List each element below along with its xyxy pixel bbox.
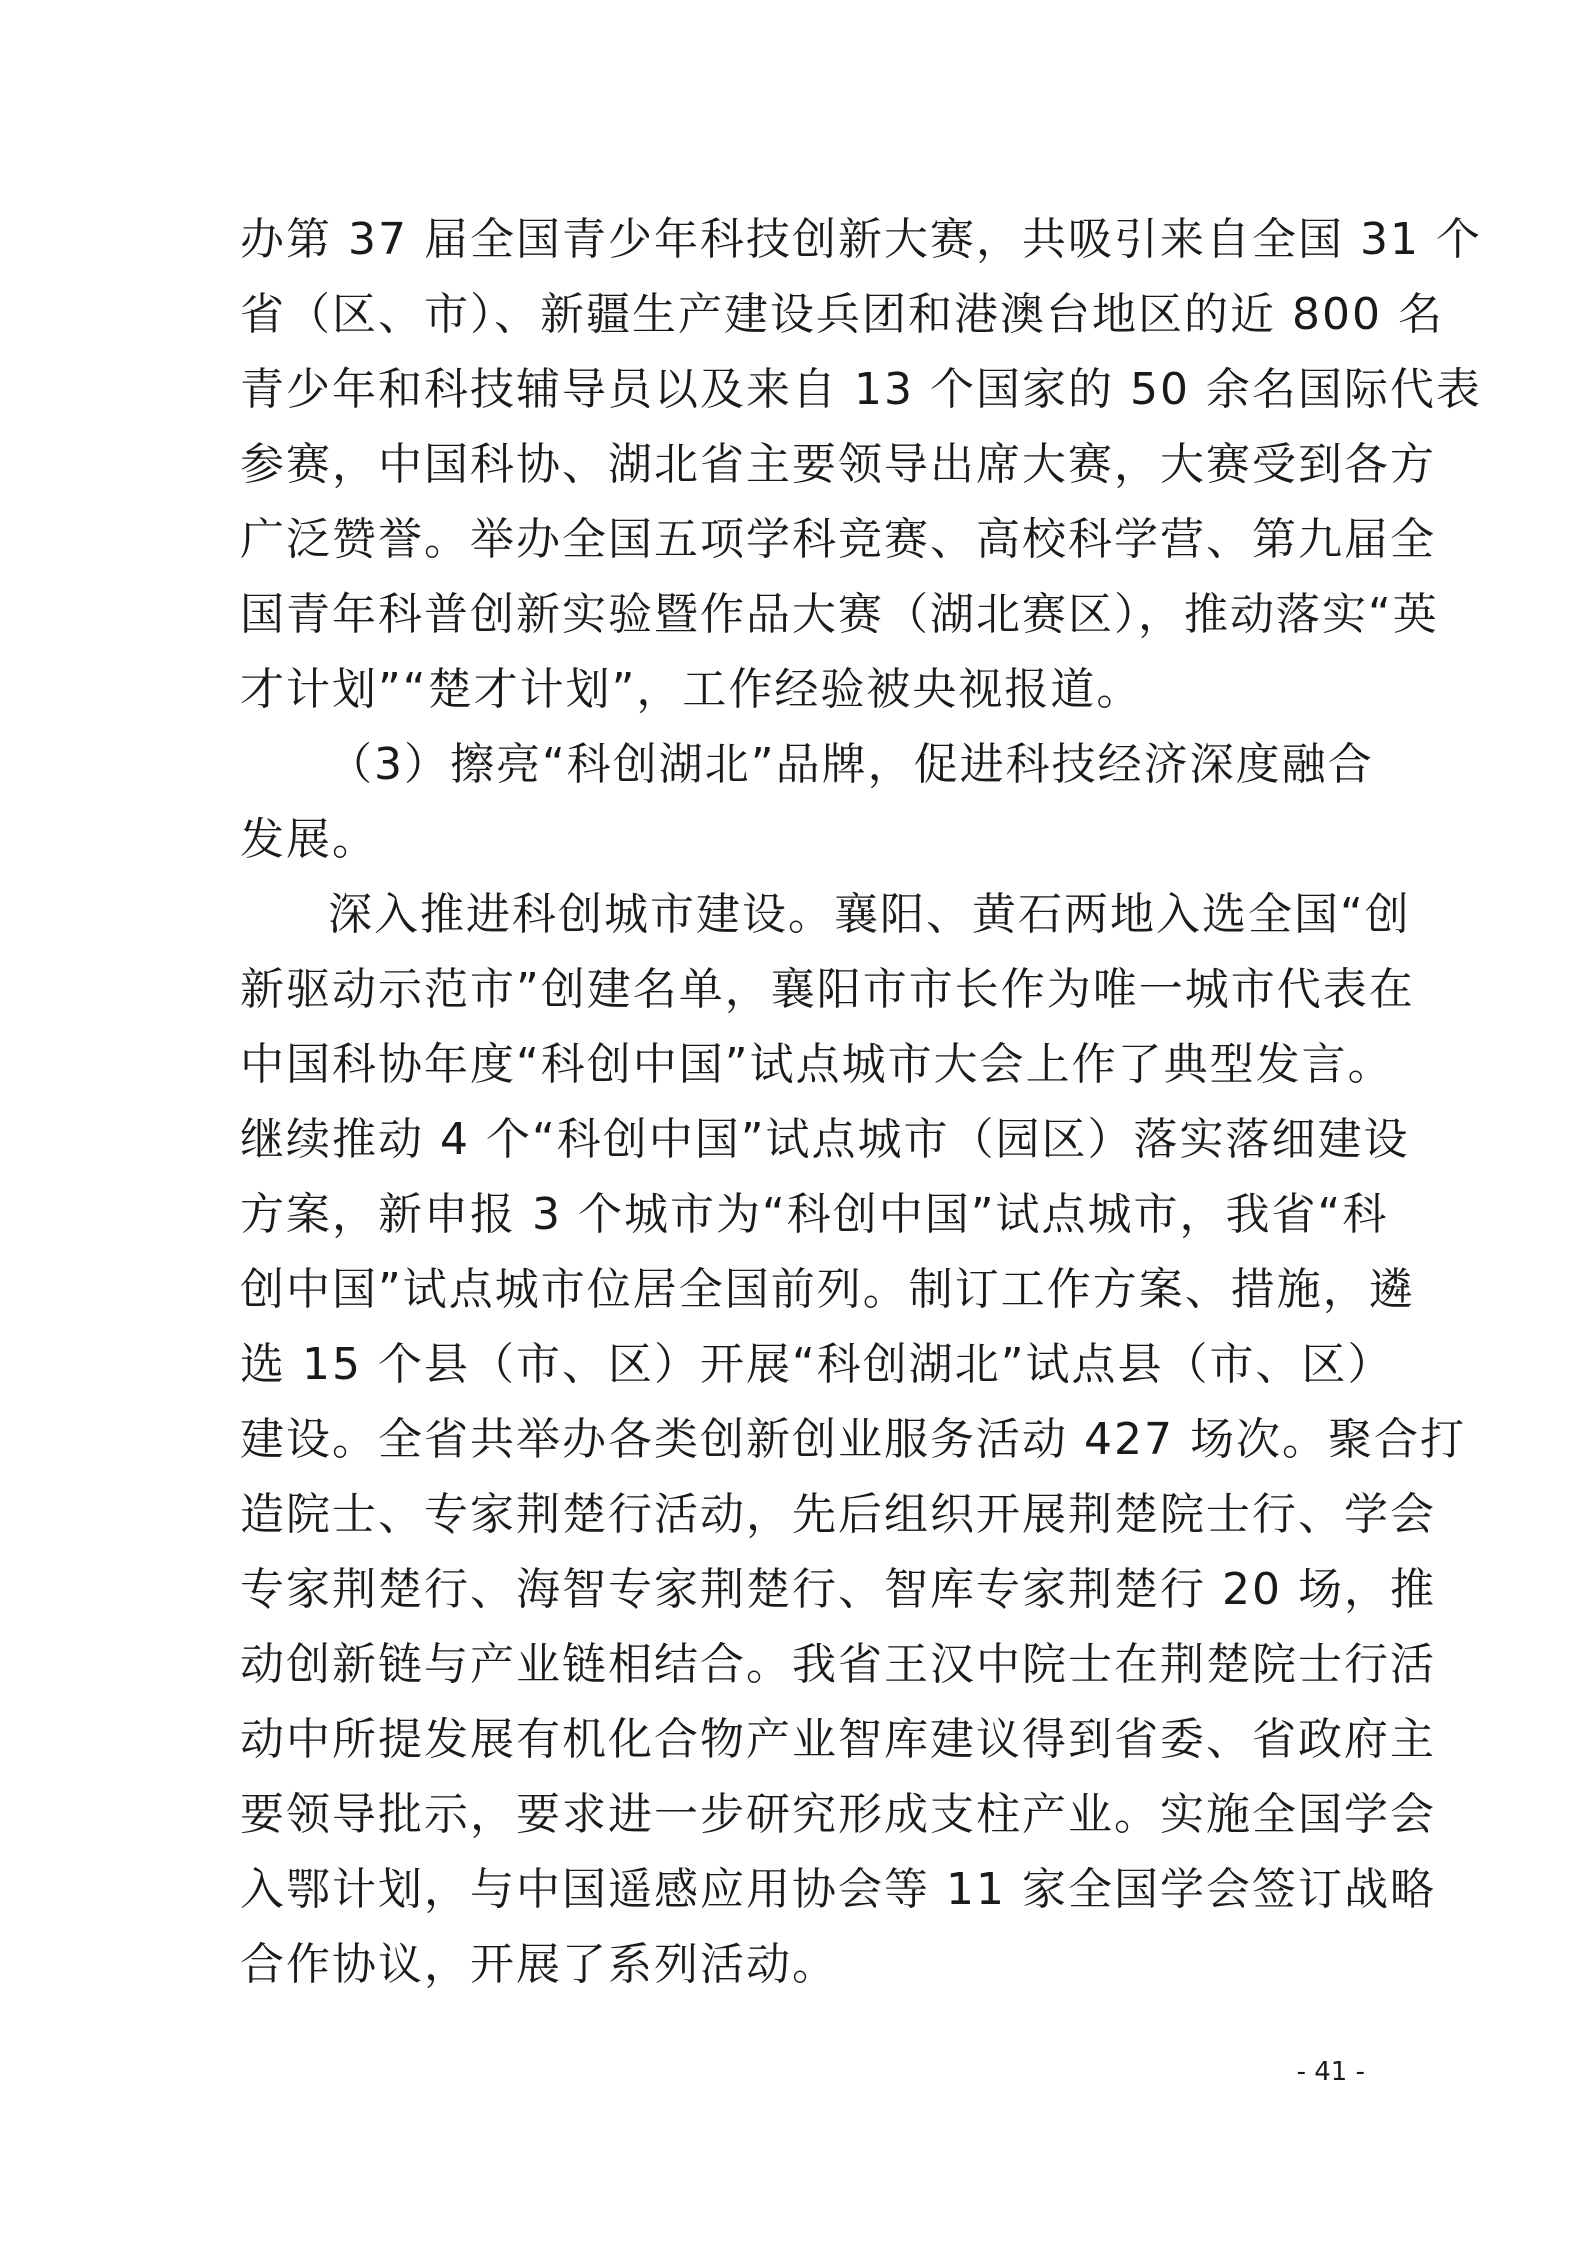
section-heading-line-1: （3）擦亮“科创湖北”品牌，促进科技经济深度融合 (328, 739, 1374, 790)
paragraph-line-1: 办第 37 届全国青少年科技创新大赛，共吸引来自全国 31 个 (240, 214, 1482, 265)
paragraph-line-2: 省（区、市）、新疆生产建设兵团和港澳台地区的近 800 名 (240, 289, 1444, 340)
paragraph-line-16: 选 15 个县（市、区）开展“科创湖北”试点县（市、区） (240, 1339, 1394, 1390)
page-number: - 41 - (1296, 2057, 1365, 2087)
paragraph-line-23: 入鄂计划，与中国遥感应用协会等 11 家全国学会签订战略 (240, 1864, 1436, 1915)
paragraph-line-12: 中国科协年度“科创中国”试点城市大会上作了典型发言。 (240, 1039, 1394, 1090)
paragraph-line-13: 继续推动 4 个“科创中国”试点城市（园区）落实落细建设 (240, 1114, 1410, 1165)
paragraph-line-6: 国青年科普创新实验暨作品大赛（湖北赛区），推动落实“英 (240, 589, 1439, 640)
paragraph-line-14: 方案，新申报 3 个城市为“科创中国”试点城市，我省“科 (240, 1189, 1389, 1240)
paragraph-line-7: 才计划”“楚才计划”，工作经验被央视报道。 (240, 664, 1143, 715)
paragraph-line-24: 合作协议，开展了系列活动。 (240, 1939, 838, 1990)
paragraph-line-5: 广泛赞誉。举办全国五项学科竞赛、高校科学营、第九届全 (240, 514, 1436, 565)
paragraph-line-22: 要领导批示，要求进一步研究形成支柱产业。实施全国学会 (240, 1789, 1436, 1840)
paragraph-line-20: 动创新链与产业链相结合。我省王汉中院士在荆楚院士行活 (240, 1639, 1436, 1690)
paragraph-line-19: 专家荆楚行、海智专家荆楚行、智库专家荆楚行 20 场，推 (240, 1564, 1436, 1615)
paragraph-line-15: 创中国”试点城市位居全国前列。制订工作方案、措施，遴 (240, 1264, 1415, 1315)
paragraph-line-17: 建设。全省共举办各类创新创业服务活动 427 场次。聚合打 (240, 1414, 1466, 1465)
paragraph-line-18: 造院士、专家荆楚行活动，先后组织开展荆楚院士行、学会 (240, 1489, 1436, 1540)
paragraph-line-4: 参赛，中国科协、湖北省主要领导出席大赛，大赛受到各方 (240, 439, 1436, 490)
section-heading-line-2: 发展。 (240, 814, 378, 865)
paragraph-line-10: 深入推进科创城市建设。襄阳、黄石两地入选全国“创 (328, 889, 1411, 940)
paragraph-line-11: 新驱动示范市”创建名单，襄阳市市长作为唯一城市代表在 (240, 964, 1415, 1015)
paragraph-line-21: 动中所提发展有机化合物产业智库建议得到省委、省政府主 (240, 1714, 1436, 1765)
paragraph-line-3: 青少年和科技辅导员以及来自 13 个国家的 50 余名国际代表 (240, 364, 1482, 415)
